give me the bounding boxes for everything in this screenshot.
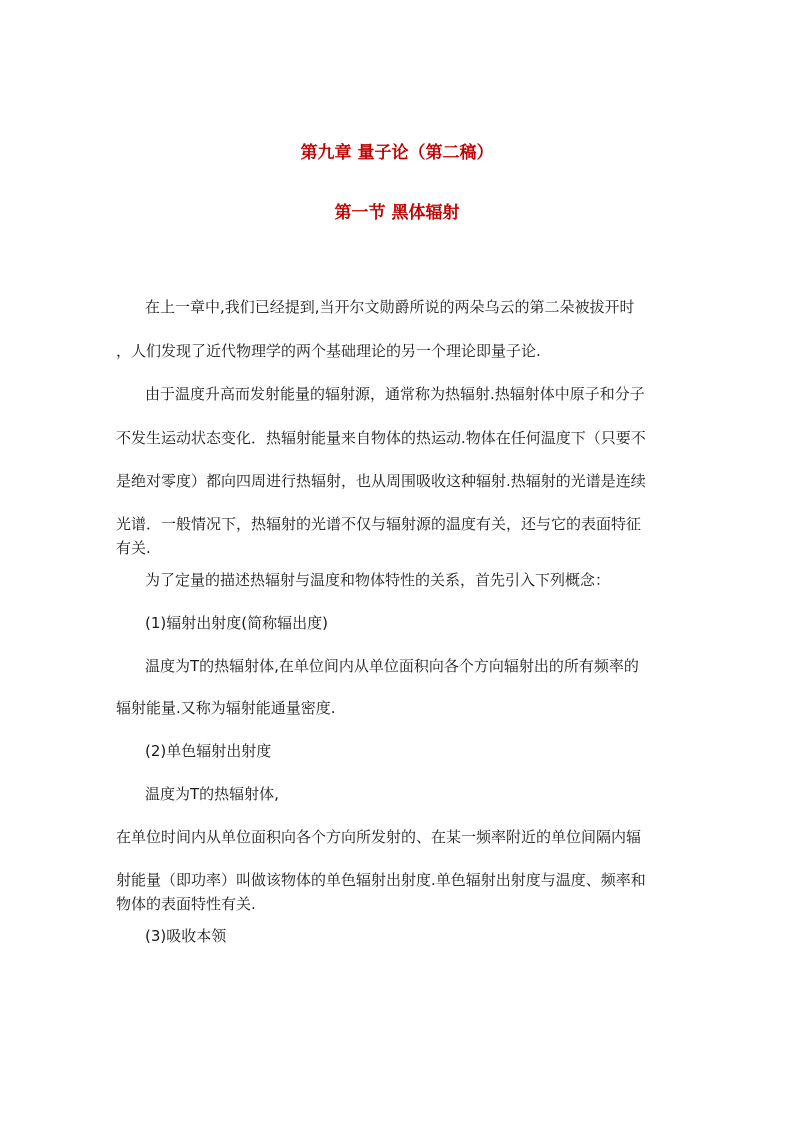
paragraph-line: 在单位时间内从单位面积向各个方向所发射的、在某一频率附近的单位间隔内辐 [116, 828, 642, 846]
paragraph-line: 为了定量的描述热辐射与温度和物体特性的关系，首先引入下列概念： [145, 571, 611, 589]
list-heading: (1)辐射出射度(简称辐出度) [145, 614, 328, 632]
paragraph-line: 物体的表面特性有关. [116, 895, 256, 913]
paragraph-line: 在上一章中,我们已经提到,当开尔文勋爵所说的两朵乌云的第二朵被拔开时 [145, 298, 635, 316]
paragraph-line: 光谱．一般情况下，热辐射的光谱不仅与辐射源的温度有关，还与它的表面特征 [116, 515, 642, 533]
paragraph-line: 由于温度升高而发射能量的辐射源，通常称为热辐射.热辐射体中原子和分子 [145, 385, 645, 403]
list-heading: (2)单色辐射出射度 [145, 742, 272, 760]
section-title: 第一节 黑体辐射 [334, 203, 460, 223]
chapter-title: 第九章 量子论（第二稿） [300, 143, 494, 163]
list-heading: (3)吸收本领 [145, 927, 227, 945]
paragraph-line: 温度为T的热辐射体,在单位间内从单位面积向各个方向辐射出的所有频率的 [145, 657, 639, 675]
paragraph-line: 是绝对零度）都向四周进行热辐射，也从周围吸收这种辐射.热辐射的光谱是连续 [116, 472, 646, 490]
paragraph-line: 有关. [116, 539, 151, 557]
paragraph-line: 温度为T的热辐射体, [145, 785, 279, 803]
paragraph-line: 射能量（即功率）叫做该物体的单色辐射出射度.单色辐射出射度与温度、频率和 [116, 871, 646, 889]
paragraph-line: 辐射能量.又称为辐射能通量密度. [116, 699, 336, 717]
paragraph-line: ，人们发现了近代物理学的两个基础理论的另一个理论即量子论. [116, 342, 541, 360]
paragraph-line: 不发生运动状态变化．热辐射能量来自物体的热运动.物体在任何温度下（只要不 [116, 429, 646, 447]
